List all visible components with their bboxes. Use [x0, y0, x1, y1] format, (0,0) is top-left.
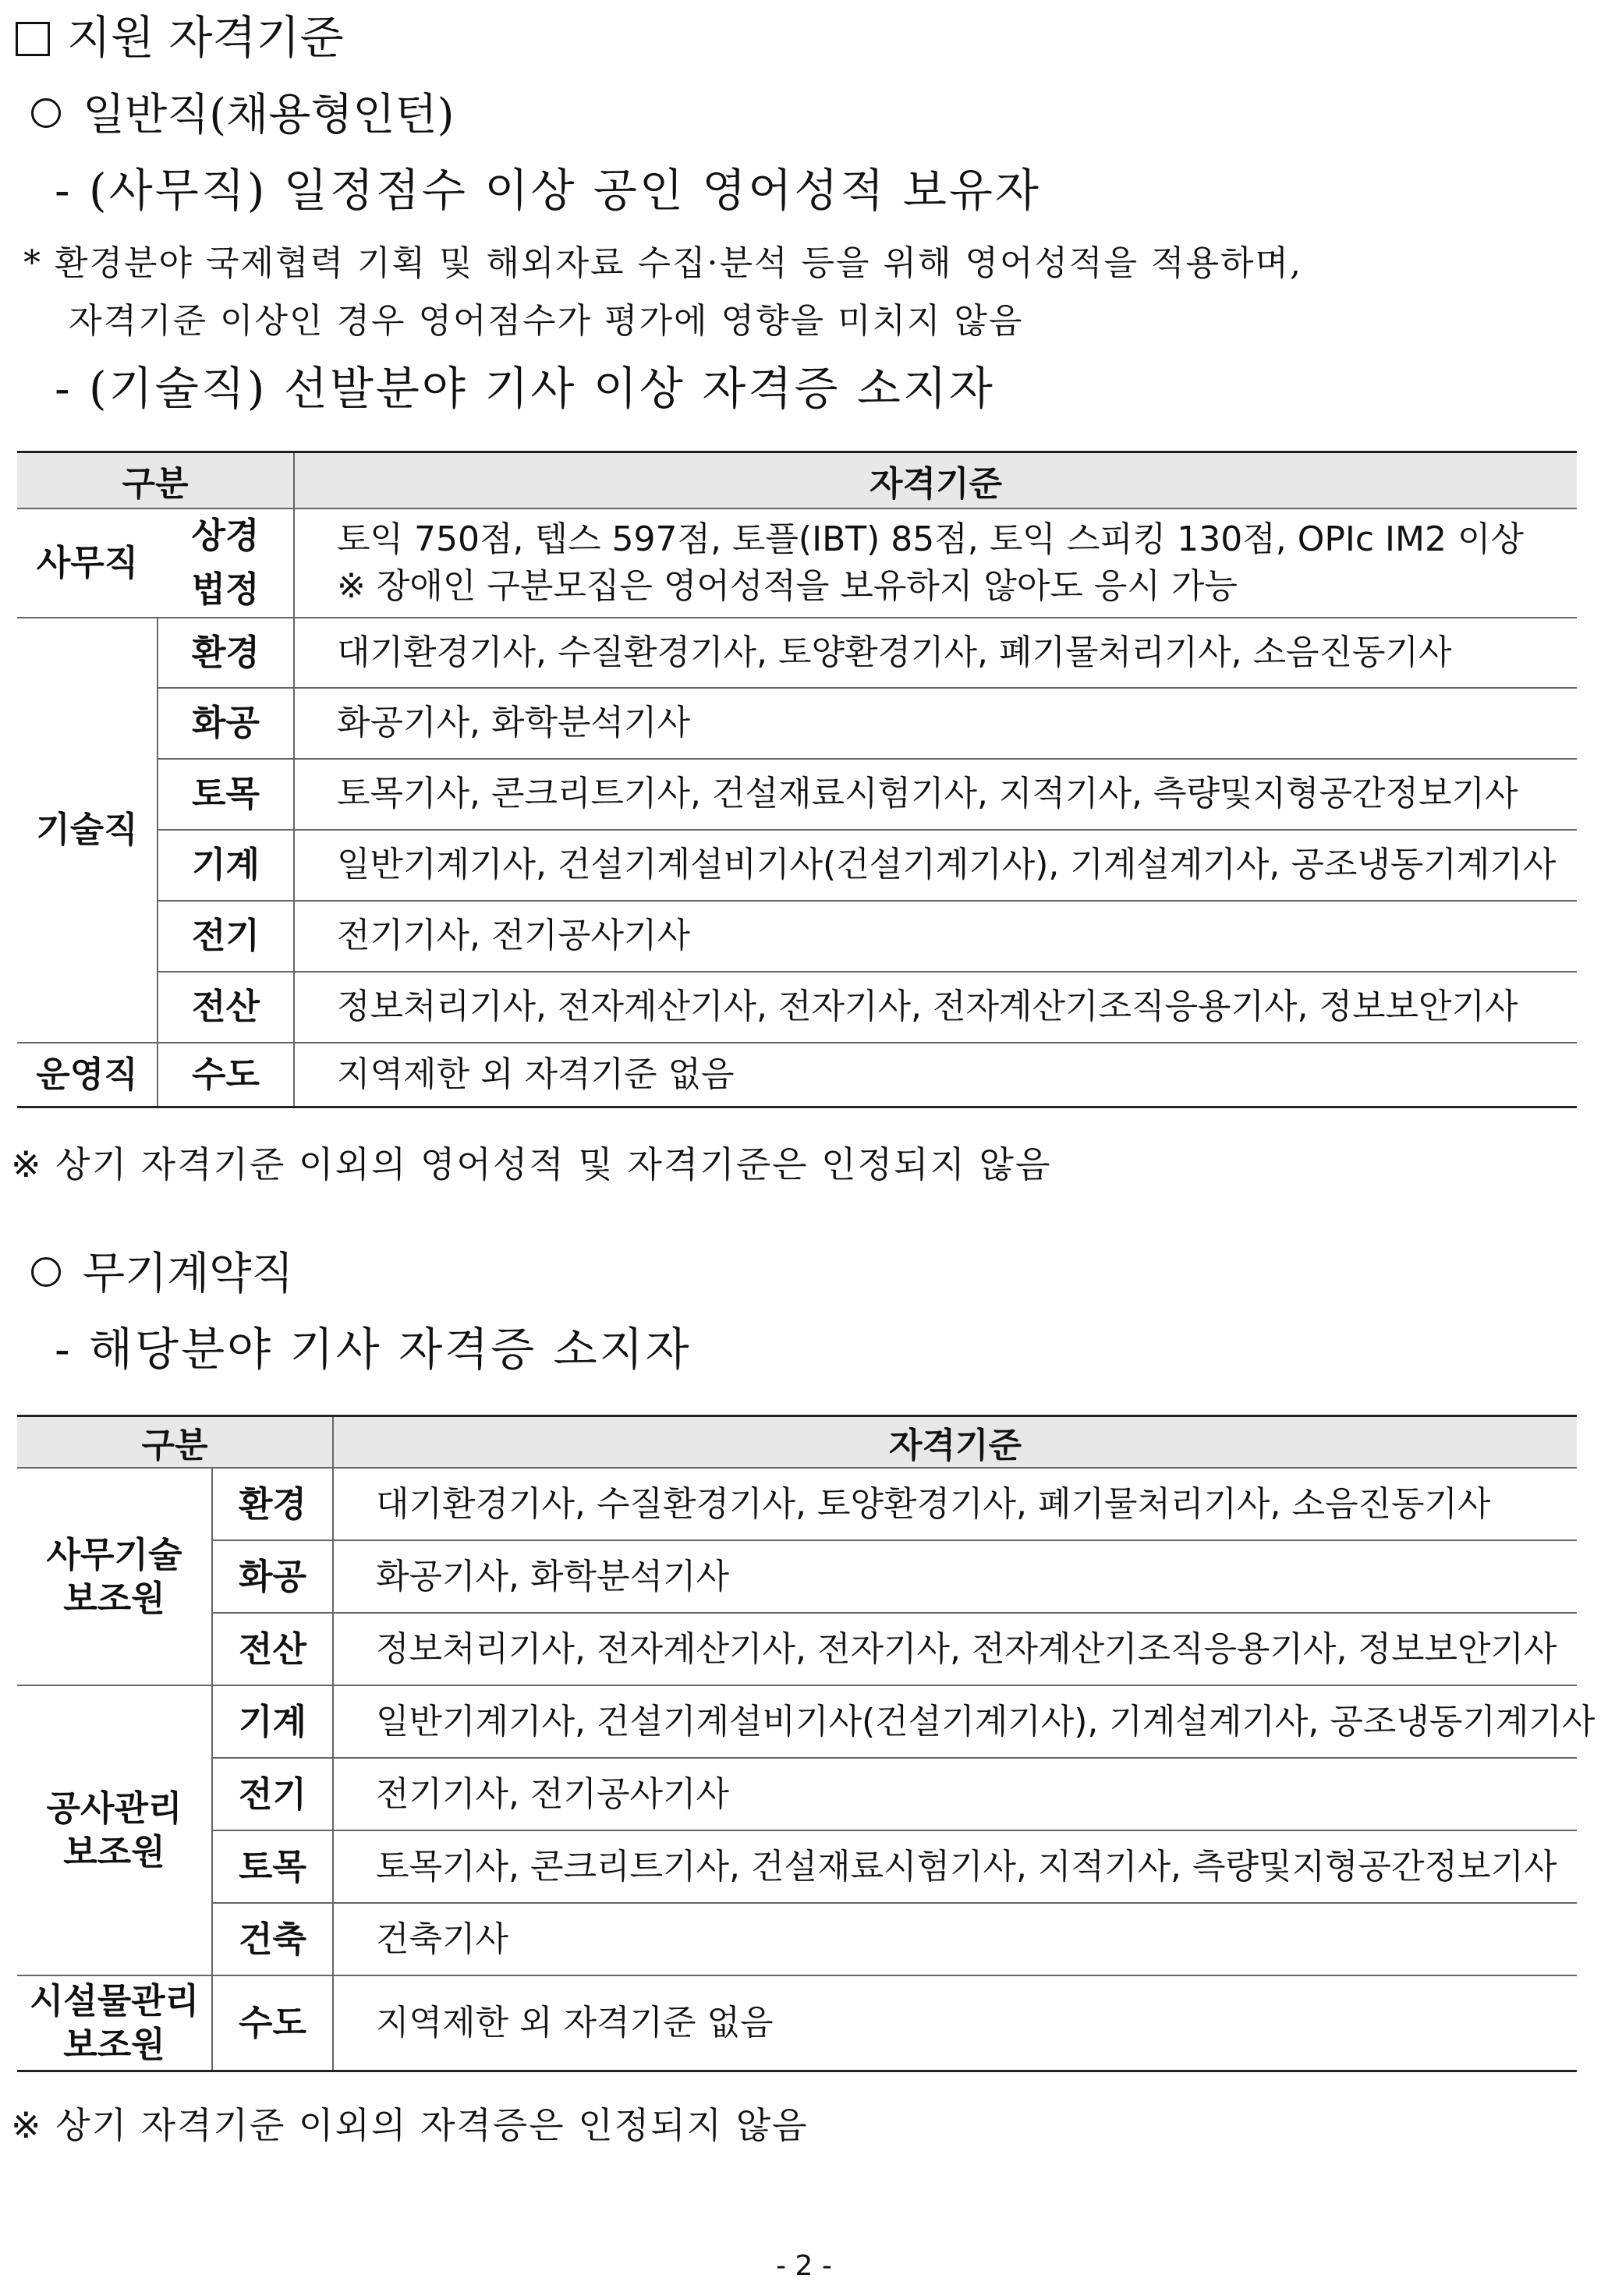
general-heading	[31, 86, 454, 145]
disability-exemption-note: ※ 장애인 구분모집은 영어성적을 보유하지 않아도 응시 가능	[337, 565, 1238, 606]
circle-bullet-icon	[31, 98, 61, 128]
category-office: 사무직	[17, 508, 158, 618]
indefinite-heading	[31, 1245, 293, 1304]
criteria-chemical: 화공기사, 화학분석기사	[333, 1540, 1577, 1613]
category-office-tech-line1: 사무기술	[46, 1533, 182, 1575]
category-facility-assistant	[17, 1975, 212, 2071]
category-tech: 기술직	[17, 618, 158, 1043]
criteria-mechanical: 일반기계기사, 건설기계설비기사(건설기계기사), 기계설계기사, 공조냉동기계기사	[333, 1685, 1577, 1758]
sub-electrical: 전기	[212, 1758, 333, 1830]
category-construction-assistant	[17, 1685, 212, 1975]
section-heading	[16, 6, 344, 69]
office-criteria-cell	[294, 508, 1577, 618]
criteria-water: 지역제한 외 자격기준 없음	[333, 1975, 1577, 2071]
indefinite-qualification-table	[17, 1415, 1596, 2072]
circle-bullet-icon	[31, 1257, 61, 1287]
sub-chemical: 화공	[158, 688, 294, 759]
criteria-water: 지역제한 외 자격기준 없음	[294, 1043, 1577, 1107]
sub-mechanical: 기계	[158, 830, 294, 901]
english-score-requirement: 토익 750점, 텝스 597점, 토플(IBT) 85점, 토익 스피킹 130점, OPIc IM2 이상	[337, 519, 1524, 559]
category-construction-line2: 보조원	[63, 1831, 165, 1873]
criteria-environment: 대기환경기사, 수질환경기사, 토양환경기사, 폐기물처리기사, 소음진동기사	[294, 618, 1577, 688]
criteria-environment: 대기환경기사, 수질환경기사, 토양환경기사, 폐기물처리기사, 소음진동기사	[333, 1468, 1577, 1540]
criteria-computing: 정보처리기사, 전자계산기사, 전자기사, 전자계산기조직응용기사, 정보보안기사	[333, 1613, 1577, 1685]
sub-architecture: 건축	[212, 1903, 333, 1975]
sub-mechanical: 기계	[212, 1685, 333, 1758]
criteria-civil: 토목기사, 콘크리트기사, 건설재료시험기사, 지적기사, 측량및지형공간정보기사	[294, 759, 1577, 830]
section-heading-text: 지원 자격기준	[67, 11, 344, 64]
general-heading-text: 일반직(채용형인턴)	[83, 90, 455, 140]
sub-water: 수도	[212, 1975, 333, 2071]
category-office-tech-line2: 보조원	[63, 1577, 165, 1619]
criteria-electrical: 전기기사, 전기공사기사	[294, 901, 1577, 972]
sub-law: 법정	[158, 563, 294, 618]
tech-requirement-line: - (기술직) 선발분야 기사 이상 자격증 소지자	[55, 362, 995, 415]
sub-computing: 전산	[158, 972, 294, 1043]
sub-civil: 토목	[158, 759, 294, 830]
header-criteria: 자격기준	[294, 452, 1577, 508]
criteria-computing: 정보처리기사, 전자계산기사, 전자기사, 전자계산기조직응용기사, 정보보안기사	[294, 972, 1577, 1043]
sub-water: 수도	[158, 1043, 294, 1107]
header-criteria: 자격기준	[333, 1416, 1577, 1469]
header-category: 구분	[17, 1416, 333, 1469]
english-score-note-line1: * 환경분야 국제협력 기획 및 해외자료 수집·분석 등을 위해 영어성적을 적용하며,	[23, 243, 1302, 283]
header-category: 구분	[17, 452, 294, 508]
category-facility-line1: 시설물관리	[29, 1979, 200, 2021]
english-score-note-line2: 자격기준 이상인 경우 영어점수가 평가에 영향을 미치지 않음	[69, 301, 1024, 341]
sub-environment: 환경	[158, 618, 294, 688]
criteria-chemical: 화공기사, 화학분석기사	[294, 688, 1577, 759]
page-number: - 2 -	[776, 2250, 832, 2282]
indefinite-footnote: ※ 상기 자격기준 이외의 자격증은 인정되지 않음	[11, 2104, 809, 2146]
category-office-tech-assistant	[17, 1468, 212, 1685]
sub-electrical: 전기	[158, 901, 294, 972]
sub-civil: 토목	[212, 1830, 333, 1903]
category-construction-line1: 공사관리	[46, 1788, 182, 1829]
indefinite-heading-text: 무기계약직	[83, 1249, 294, 1299]
checkbox-icon	[16, 22, 50, 56]
sub-chemical: 화공	[212, 1540, 333, 1613]
general-qualification-table	[17, 451, 1577, 1108]
indefinite-requirement-line: - 해당분야 기사 자격증 소지자	[55, 1323, 692, 1376]
sub-economics: 상경	[158, 508, 294, 563]
office-requirement-line: - (사무직) 일정점수 이상 공인 영어성적 보유자	[55, 164, 1041, 217]
sub-computing: 전산	[212, 1613, 333, 1685]
criteria-civil: 토목기사, 콘크리트기사, 건설재료시험기사, 지적기사, 측량및지형공간정보기사	[333, 1830, 1577, 1903]
criteria-architecture: 건축기사	[333, 1903, 1577, 1975]
category-facility-line2: 보조원	[63, 2023, 165, 2065]
sub-environment: 환경	[212, 1468, 333, 1540]
criteria-mechanical: 일반기계기사, 건설기계설비기사(건설기계기사), 기계설계기사, 공조냉동기계기사	[294, 830, 1577, 901]
general-footnote: ※ 상기 자격기준 이외의 영어성적 및 자격기준은 인정되지 않음	[11, 1143, 1052, 1185]
category-operations: 운영직	[17, 1043, 158, 1107]
criteria-electrical: 전기기사, 전기공사기사	[333, 1758, 1577, 1830]
